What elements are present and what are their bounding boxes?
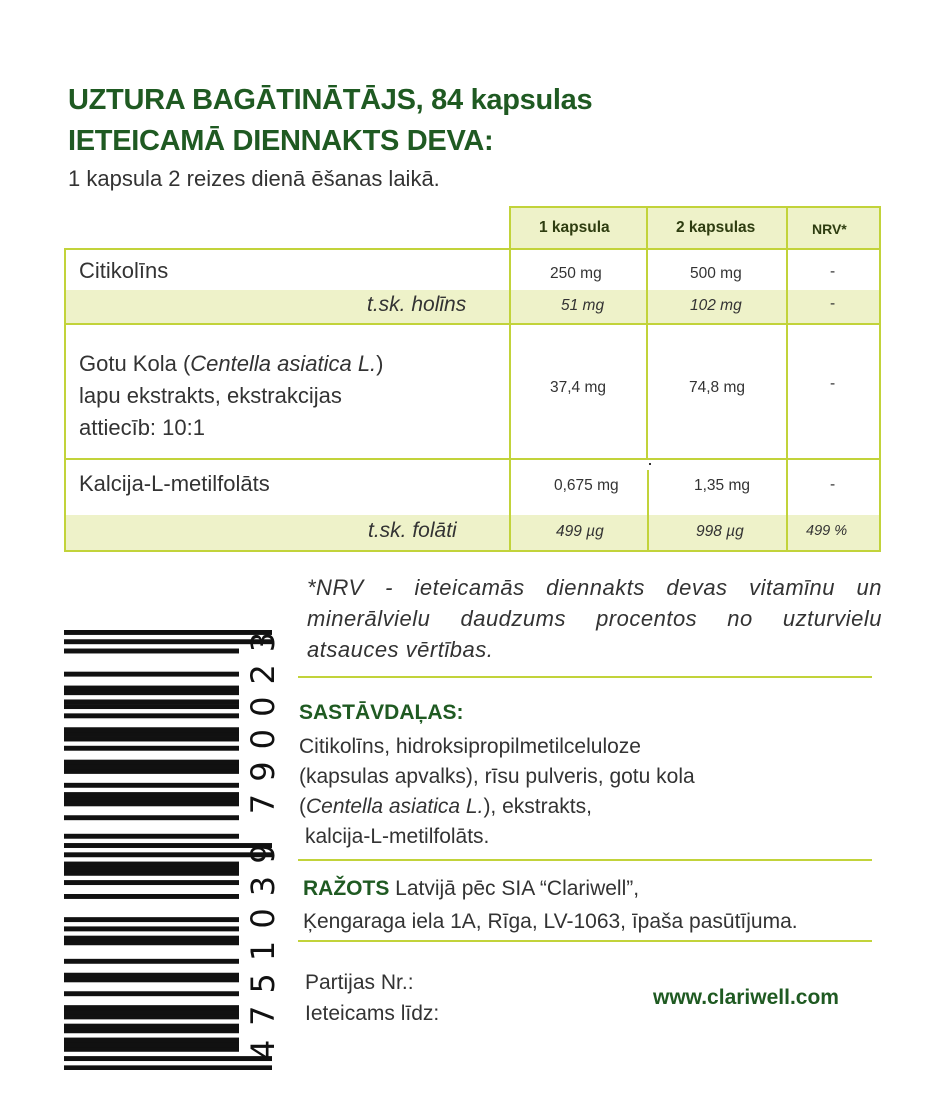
table-cell: 102 mg xyxy=(690,297,742,314)
row-name-folate: t.sk. folāti xyxy=(368,519,457,542)
barcode-bar xyxy=(64,686,239,691)
barcode-bar xyxy=(64,815,239,820)
barcode-bar xyxy=(64,699,239,704)
table-cell: 500 mg xyxy=(690,265,742,282)
barcode-bar xyxy=(64,866,239,871)
dose-instruction: 1 kapsula 2 reizes dienā ēšanas laikā. xyxy=(68,166,440,191)
barcode-bar xyxy=(64,746,239,751)
barcode-bar xyxy=(64,783,239,788)
table-cell: - xyxy=(830,476,836,493)
barcode-bar xyxy=(64,940,239,945)
barcode-digit: 0 xyxy=(244,729,282,750)
barcode-bar xyxy=(64,760,239,765)
barcode-bar xyxy=(64,672,239,677)
table-cell: 74,8 mg xyxy=(689,379,746,396)
table-cell: 998 µg xyxy=(696,523,744,540)
barcode-digit: 7 xyxy=(244,1005,282,1026)
ingredients-text: Citikolīns, hidroksipropilmetilceluloze (kapsulas apvalks), rīsu pulveris, gotu kola (Centella asiatica L.), ekstrakts, kalcija-L-metilfolāts. xyxy=(299,735,695,848)
barcode-bar xyxy=(64,630,272,635)
table-cell: 499 µg xyxy=(556,523,604,540)
barcode-bar xyxy=(64,959,239,964)
divider xyxy=(298,940,872,942)
row-name-citicoline: Citikolīns xyxy=(79,258,169,283)
barcode-bar xyxy=(64,737,239,742)
barcode-bar xyxy=(64,801,239,806)
barcode-bar xyxy=(64,792,239,797)
barcode-bar xyxy=(64,1047,239,1052)
table-cell: 1,35 mg xyxy=(694,477,751,494)
producer-info: RAŽOTS Latvijā pēc SIA “Clariwell”, Ķengaraga iela 1A, Rīga, LV-1063, īpaša pasūtījuma. xyxy=(303,877,798,933)
row-name-gotu-kola: Gotu Kola (Centella asiatica L.) lapu ekstrakts, ekstrakcijas attiecīb: 10:1 xyxy=(79,351,384,440)
table-cell: - xyxy=(830,263,836,280)
batch-info: Partijas Nr.: Ieteicams līdz: xyxy=(305,971,440,1025)
barcode xyxy=(60,630,282,1070)
barcode-digit: 1 xyxy=(244,940,282,962)
table-cell: - xyxy=(830,375,836,392)
barcode-digit: 9 xyxy=(244,843,282,864)
barcode-bar xyxy=(64,649,239,654)
barcode-bar xyxy=(64,704,239,709)
barcode-bar xyxy=(64,973,239,978)
column-header-1-capsule: 1 kapsula xyxy=(539,219,610,236)
barcode-bar xyxy=(64,1056,272,1061)
divider xyxy=(298,859,872,861)
barcode-bar xyxy=(64,991,239,996)
barcode-bar xyxy=(64,1010,239,1015)
barcode-bar xyxy=(64,639,272,644)
barcode-bar xyxy=(64,1038,239,1043)
barcode-bar xyxy=(64,926,239,931)
barcode-digit: 9 xyxy=(244,761,282,782)
row-name-choline: t.sk. holīns xyxy=(367,293,467,316)
table-cell: 0,675 mg xyxy=(554,477,619,494)
barcode-bar xyxy=(64,834,239,839)
table-cell: - xyxy=(830,295,836,312)
table-cell: 51 mg xyxy=(561,297,605,314)
barcode-digit: 0 xyxy=(244,696,282,717)
barcode-bar xyxy=(64,764,239,769)
barcode-bar xyxy=(64,769,239,774)
divider xyxy=(298,676,872,678)
barcode-bar xyxy=(64,862,239,867)
barcode-bar xyxy=(64,1014,239,1019)
table-cell: 499 % xyxy=(806,523,848,539)
nrv-footnote: *NRV - ieteicamās diennakts devas vitamīnu un minerālvielu daudzums procentos no uzturvielu atsauces vērtības. xyxy=(307,575,882,662)
barcode-bar xyxy=(64,1024,239,1029)
barcode-digit: 4 xyxy=(244,1039,282,1060)
barcode-bar xyxy=(64,936,239,941)
barcode-bar xyxy=(64,977,239,982)
barcode-bar xyxy=(64,797,239,802)
ingredients-title: SASTĀVDAĻAS: xyxy=(299,701,464,724)
column-header-2-capsules: 2 kapsulas xyxy=(676,219,756,236)
row-name-calcium-methylfolate: Kalcija-L-metilfolāts xyxy=(79,471,270,496)
barcode-digit: 3 xyxy=(244,875,282,897)
barcode-bar xyxy=(64,1028,239,1033)
barcode-bars xyxy=(64,630,272,1070)
table-cell: 37,4 mg xyxy=(550,379,607,396)
barcode-digit: 2 xyxy=(244,664,282,685)
barcode-bar xyxy=(64,732,239,737)
barcode-digits xyxy=(244,632,282,1060)
barcode-bar xyxy=(64,1005,239,1010)
barcode-digit: 0 xyxy=(244,908,282,929)
column-header-nrv: NRV* xyxy=(812,221,847,237)
barcode-bar xyxy=(64,843,272,848)
dose-title: IETEICAMĀ DIENNAKTS DEVA: xyxy=(68,125,494,157)
barcode-bar xyxy=(64,880,239,885)
barcode-bar xyxy=(64,1065,272,1070)
product-title: UZTURA BAGĀTINĀTĀJS, 84 kapsulas xyxy=(68,84,593,116)
barcode-bar xyxy=(64,871,239,876)
barcode-digit: 7 xyxy=(244,793,282,815)
barcode-bar xyxy=(64,894,239,899)
barcode-digit: 5 xyxy=(244,973,282,994)
barcode-bar xyxy=(64,1042,239,1047)
barcode-bar xyxy=(64,917,239,922)
choline-row-band xyxy=(64,290,880,323)
barcode-bar xyxy=(64,852,272,857)
folate-row-band xyxy=(64,515,880,551)
barcode-bar xyxy=(64,713,239,718)
barcode-bar xyxy=(64,727,239,732)
website: www.clariwell.com xyxy=(653,986,839,1009)
table-cell: 250 mg xyxy=(550,265,602,282)
barcode-digit: 3 xyxy=(244,631,282,653)
barcode-bar xyxy=(64,690,239,695)
